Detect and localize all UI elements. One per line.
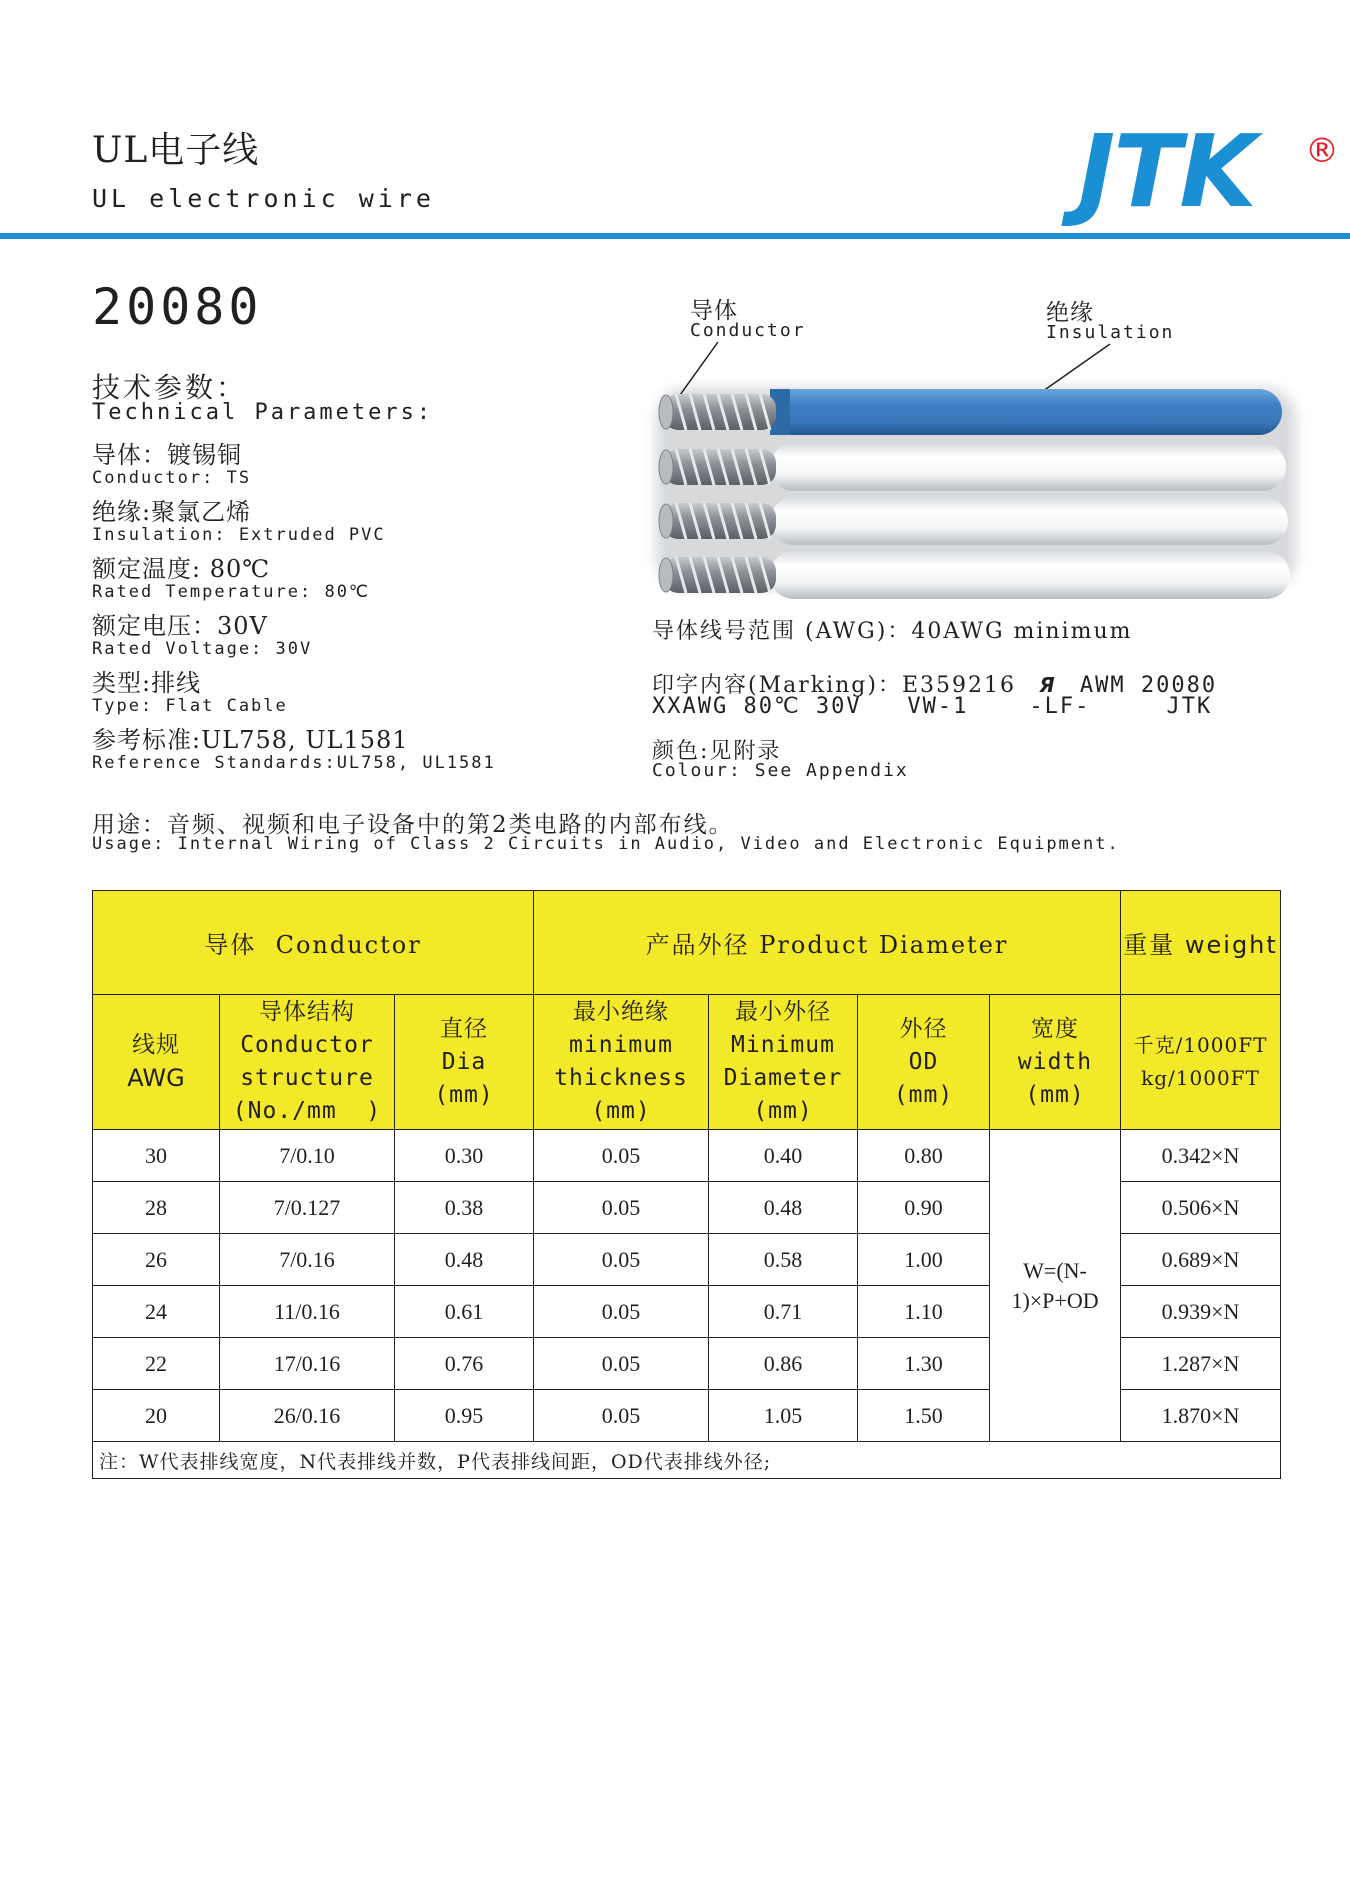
cell-thickness: 0.05 (534, 1130, 709, 1182)
cell-awg: 28 (93, 1182, 220, 1234)
col-min-diameter (709, 995, 858, 1130)
cell-thickness: 0.05 (534, 1338, 709, 1390)
param-label-en: Insulation: Extruded PVC (92, 525, 386, 545)
cell-thickness: 0.05 (534, 1182, 709, 1234)
param-label-cn: 绝缘:聚氯乙烯 (92, 498, 252, 526)
cell-awg: 22 (93, 1338, 220, 1390)
usage-en: Usage: Internal Wiring of Class 2 Circuits in Audio, Video and Electronic Equipment. (92, 834, 1120, 854)
cell-weight: 0.342×N (1121, 1130, 1281, 1182)
colour-en: Colour: See Appendix (652, 760, 909, 781)
cell-dia: 0.95 (395, 1390, 534, 1442)
cell-min-diameter: 0.40 (709, 1130, 858, 1182)
col-mind-en2: Diameter (723, 1065, 843, 1091)
param-label-cn: 类型:排线 (92, 669, 202, 697)
col-weight (1121, 995, 1281, 1130)
col-od-unit: (mm) (893, 1081, 954, 1108)
insulation-label-cn: 绝缘 (1046, 300, 1094, 326)
col-structure-en1: Conductor (240, 1032, 374, 1058)
col-awg-cn: 线规 (132, 1032, 180, 1058)
cell-min-diameter: 0.71 (709, 1286, 858, 1338)
cell-od: 1.00 (858, 1234, 990, 1286)
col-structure-cn: 导体结构 (259, 999, 355, 1025)
col-dia (395, 995, 534, 1130)
cell-awg: 24 (93, 1286, 220, 1338)
table-row (93, 1130, 1281, 1182)
col-width-en: width (1017, 1048, 1093, 1075)
usage-cn: 用途：音频、视频和电子设备中的第2类电路的内部布线。 (92, 812, 734, 838)
param-label-cn: 参考标准:UL758, UL1581 (92, 726, 409, 754)
cell-weight: 0.506×N (1121, 1182, 1281, 1234)
group-conductor (93, 891, 534, 995)
col-mind-en1: Minimum (731, 1032, 835, 1058)
col-dia-unit: (mm) (434, 1081, 494, 1108)
param-label-en: Reference Standards:UL758, UL1581 (92, 753, 496, 773)
col-weight-l2: kg/1000FT (1141, 1066, 1260, 1090)
cell-awg: 30 (93, 1130, 220, 1182)
flat-cable-illustration (0, 0, 1350, 620)
tech-params-heading-en: Technical Parameters: (92, 400, 434, 425)
col-thick-en1: minimum (569, 1032, 673, 1058)
cell-structure: 26/0.16 (220, 1390, 395, 1442)
cell-structure: 11/0.16 (220, 1286, 395, 1338)
table-column-header (93, 995, 1281, 1130)
col-mind-cn: 最小外径 (735, 999, 832, 1025)
page-title-cn: UL电子线 (92, 130, 260, 171)
insulation-label-en: Insulation (1046, 322, 1175, 343)
col-awg-en: AWG (127, 1064, 185, 1092)
ur-mark-icon: Я (1039, 673, 1057, 697)
wire-white-2 (659, 497, 1288, 545)
cell-thickness: 0.05 (534, 1286, 709, 1338)
marking-awm: AWM 20080 (1079, 673, 1218, 698)
col-od-en: OD (908, 1048, 939, 1075)
param-reference-standards (92, 727, 612, 784)
cell-od: 1.50 (858, 1390, 990, 1442)
awg-range-text: 导体线号范围 (AWG)：40AWG minimum (652, 619, 1133, 644)
tech-params-heading-cn: 技术参数： (92, 371, 248, 404)
cell-thickness: 0.05 (534, 1234, 709, 1286)
group-product-diameter (534, 891, 1121, 995)
param-label-cn: 导体：镀锡铜 (92, 441, 242, 469)
param-type (92, 670, 612, 727)
cell-weight: 0.939×N (1121, 1286, 1281, 1338)
cell-awg: 26 (93, 1234, 220, 1286)
col-structure-unit: (No./mm ) (232, 1098, 382, 1124)
col-width-cn: 宽度 (1031, 1015, 1080, 1042)
page-title-en: UL electronic wire (92, 184, 435, 213)
col-od (858, 995, 990, 1130)
awg-range (652, 614, 1133, 645)
col-awg (93, 995, 220, 1130)
col-weight-l1: 千克/1000FT (1133, 1033, 1268, 1057)
col-structure-en2: structure (240, 1065, 374, 1091)
col-thick-en2: thickness (554, 1065, 688, 1091)
col-thick-cn: 最小绝缘 (573, 999, 670, 1025)
param-label-en: Rated Voltage: 30V (92, 639, 313, 659)
jtk-logo: JTK (1078, 113, 1255, 230)
registered-mark-icon: ® (1305, 131, 1339, 171)
col-dia-cn: 直径 (440, 1015, 488, 1042)
cell-dia: 0.76 (395, 1338, 534, 1390)
col-thick-unit: (mm) (591, 1098, 651, 1124)
group-conductor-label: 导体 Conductor (204, 931, 422, 959)
wire-white-1 (659, 443, 1286, 491)
cell-weight: 1.870×N (1121, 1390, 1281, 1442)
cell-weight: 0.689×N (1121, 1234, 1281, 1286)
wire-blue (659, 389, 1282, 435)
group-weight-cn: 重量 (1123, 931, 1176, 959)
cell-od: 1.30 (858, 1338, 990, 1390)
param-label-cn: 额定电压：30V (92, 612, 268, 640)
cell-min-diameter: 0.86 (709, 1338, 858, 1390)
group-weight (1121, 891, 1281, 995)
cell-min-diameter: 1.05 (709, 1390, 858, 1442)
cell-dia: 0.30 (395, 1130, 534, 1182)
table-note: 注：W代表排线宽度，N代表排线并数，P代表排线间距，OD代表排线外径; (93, 1442, 1281, 1479)
conductor-label-cn: 导体 (690, 298, 738, 324)
cell-structure: 17/0.16 (220, 1338, 395, 1390)
cell-width-formula (990, 1130, 1121, 1442)
cell-od: 0.90 (858, 1182, 990, 1234)
conductor-leader-line (680, 342, 718, 395)
col-width (990, 995, 1121, 1130)
cell-min-diameter: 0.48 (709, 1182, 858, 1234)
cell-structure: 7/0.127 (220, 1182, 395, 1234)
cell-thickness: 0.05 (534, 1390, 709, 1442)
colour-cn-text: 颜色:见附录 (652, 739, 782, 764)
group-weight-en: weight (1184, 931, 1278, 959)
marking-line-2: XXAWG 80℃ 30V VW-1 -LF- JTK (652, 694, 1213, 719)
group-diameter-label: 产品外径 Product Diameter (645, 931, 1009, 959)
cell-dia: 0.61 (395, 1286, 534, 1338)
cell-structure: 7/0.16 (220, 1234, 395, 1286)
col-od-cn: 外径 (899, 1015, 948, 1042)
col-structure (220, 995, 395, 1130)
table-group-header (93, 891, 1281, 995)
cell-weight: 1.287×N (1121, 1338, 1281, 1390)
param-rated-voltage (92, 613, 612, 670)
cell-od: 1.10 (858, 1286, 990, 1338)
cell-dia: 0.38 (395, 1182, 534, 1234)
cell-od: 0.80 (858, 1130, 990, 1182)
wire-white-3 (659, 551, 1290, 599)
width-formula-line1: W=(N- (1023, 1257, 1087, 1283)
cell-min-diameter: 0.58 (709, 1234, 858, 1286)
cell-awg: 20 (93, 1390, 220, 1442)
marking-prefix: 印字内容(Marking)：E359216 (652, 673, 1016, 698)
col-width-unit: (mm) (1025, 1081, 1085, 1108)
model-number: 20080 (92, 278, 263, 336)
cell-dia: 0.48 (395, 1234, 534, 1286)
col-min-thickness (534, 995, 709, 1130)
param-label-en: Conductor: TS (92, 468, 252, 488)
param-label-en: Type: Flat Cable (92, 696, 288, 716)
spec-table (92, 890, 1281, 1479)
param-label-cn: 额定温度: 80℃ (92, 555, 271, 583)
param-label-en: Rated Temperature: 80℃ (92, 582, 371, 602)
table-note-row (93, 1442, 1281, 1479)
col-mind-unit: (mm) (753, 1098, 813, 1124)
col-dia-en: Dia (441, 1048, 487, 1075)
cell-structure: 7/0.10 (220, 1130, 395, 1182)
conductor-label-en: Conductor (690, 320, 806, 341)
width-formula-line2: 1)×P+OD (1011, 1287, 1099, 1313)
